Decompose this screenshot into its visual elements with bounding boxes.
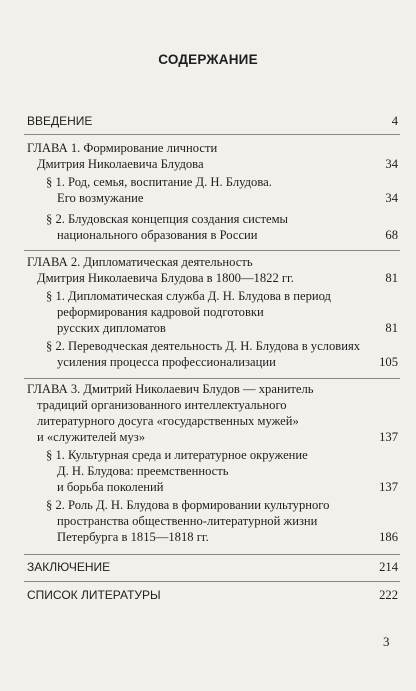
divider	[24, 250, 400, 251]
entry-label: § 2. Блудовская концепция создания системы	[46, 212, 289, 226]
entry-label: Дмитрия Николаевича Блудова	[37, 157, 204, 171]
toc-chapter-1-title-cont[interactable]	[37, 157, 398, 172]
entry-label: и борьба поколений	[57, 480, 164, 494]
toc-entry-intro[interactable]	[27, 114, 398, 129]
entry-label: реформирования кадровой подготовки	[57, 305, 264, 319]
entry-label: национального образования в России	[57, 228, 258, 242]
entry-page: 68	[385, 228, 398, 242]
toc-section-1-1[interactable]	[46, 175, 398, 190]
leader-dots	[169, 331, 383, 332]
entry-label: пространства общественно-литературной жизни	[57, 514, 318, 528]
toc-chapter-3-title-cont[interactable]	[37, 398, 398, 413]
leader-dots	[212, 540, 376, 541]
toc-section-1-2-cont[interactable]	[57, 228, 398, 243]
divider	[24, 554, 400, 555]
toc-section-3-1-cont2[interactable]	[57, 480, 398, 495]
toc-chapter-3-title[interactable]	[27, 382, 398, 397]
toc-chapter-3-title-cont2[interactable]	[37, 414, 398, 429]
entry-label: ГЛАВА 1. Формирование личности	[27, 141, 218, 155]
page-number: 3	[383, 634, 390, 649]
entry-label: Дмитрия Николаевича Блудова в 1800—1822 гг.	[37, 271, 294, 285]
toc-section-3-2[interactable]	[46, 498, 398, 513]
entry-page: 222	[379, 588, 398, 602]
entry-page: 34	[385, 157, 398, 171]
toc-section-2-2[interactable]	[46, 339, 398, 354]
entry-label: § 1. Дипломатическая служба Д. Н. Блудова в период	[46, 289, 331, 303]
toc-section-1-2[interactable]	[46, 212, 398, 227]
entry-page: 4	[391, 114, 398, 128]
entry-label: усиления процесса профессионализации	[57, 355, 276, 369]
entry-label: Его возмужание	[57, 191, 144, 205]
divider	[24, 134, 400, 135]
toc-section-2-1[interactable]	[46, 289, 398, 304]
leader-dots	[279, 365, 376, 366]
entry-page: 81	[385, 321, 398, 335]
leader-dots	[207, 167, 383, 168]
entry-label: СПИСОК ЛИТЕРАТУРЫ	[27, 588, 161, 602]
leader-dots	[146, 201, 382, 202]
leader-dots	[167, 490, 377, 491]
toc-section-2-2-cont[interactable]	[57, 355, 398, 370]
leader-dots	[148, 440, 376, 441]
entry-page: 186	[379, 530, 398, 544]
toc-section-3-2-cont2[interactable]	[57, 530, 398, 545]
leader-dots	[164, 598, 376, 599]
toc-section-3-1-cont[interactable]	[57, 464, 398, 479]
entry-label: литературного досуга «государственных мужей»	[37, 414, 299, 428]
toc-chapter-2-title-cont[interactable]	[37, 271, 398, 286]
toc-section-3-1[interactable]	[46, 448, 398, 463]
leader-dots	[95, 124, 388, 125]
entry-page: 105	[379, 355, 398, 369]
entry-label: русских дипломатов	[57, 321, 166, 335]
divider	[24, 378, 400, 379]
entry-label: ВВЕДЕНИЕ	[27, 114, 93, 128]
entry-page: 81	[385, 271, 398, 285]
toc-section-1-1-cont[interactable]	[57, 191, 398, 206]
entry-label: ГЛАВА 2. Дипломатическая деятельность	[27, 255, 253, 269]
entry-label: § 1. Род, семья, воспитание Д. Н. Блудова.	[46, 175, 272, 189]
entry-page: 137	[379, 480, 398, 494]
divider	[24, 581, 400, 582]
entry-label: Петербурга в 1815—1818 гг.	[57, 530, 209, 544]
toc-section-3-2-cont[interactable]	[57, 514, 398, 529]
entry-page: 137	[379, 430, 398, 444]
page-title: СОДЕРЖАНИЕ	[158, 52, 258, 67]
leader-dots	[261, 238, 383, 239]
leader-dots	[113, 570, 376, 571]
entry-label: традиций организованного интеллектуального	[37, 398, 287, 412]
entry-page: 214	[379, 560, 398, 574]
entry-label: § 2. Переводческая деятельность Д. Н. Блудова в условиях	[46, 339, 361, 353]
entry-page: 34	[385, 191, 398, 205]
toc-chapter-1-title[interactable]	[27, 141, 398, 156]
entry-label: ЗАКЛЮЧЕНИЕ	[27, 560, 111, 574]
toc-entry-conclusion[interactable]	[27, 560, 398, 575]
entry-label: ГЛАВА 3. Дмитрий Николаевич Блудов — хранитель	[27, 382, 314, 396]
toc-section-2-1-cont[interactable]	[57, 305, 398, 320]
entry-label: Д. Н. Блудова: преемственность	[57, 464, 229, 478]
toc-chapter-3-title-cont3[interactable]	[37, 430, 398, 445]
entry-label: и «служителей муз»	[37, 430, 146, 444]
leader-dots	[297, 281, 382, 282]
toc-entry-bibliography[interactable]	[27, 588, 398, 603]
toc-section-2-1-cont2[interactable]	[57, 321, 398, 336]
entry-label: § 1. Культурная среда и литературное окружение	[46, 448, 308, 462]
entry-label: § 2. Роль Д. Н. Блудова в формировании культурного	[46, 498, 330, 512]
toc-chapter-2-title[interactable]	[27, 255, 398, 270]
